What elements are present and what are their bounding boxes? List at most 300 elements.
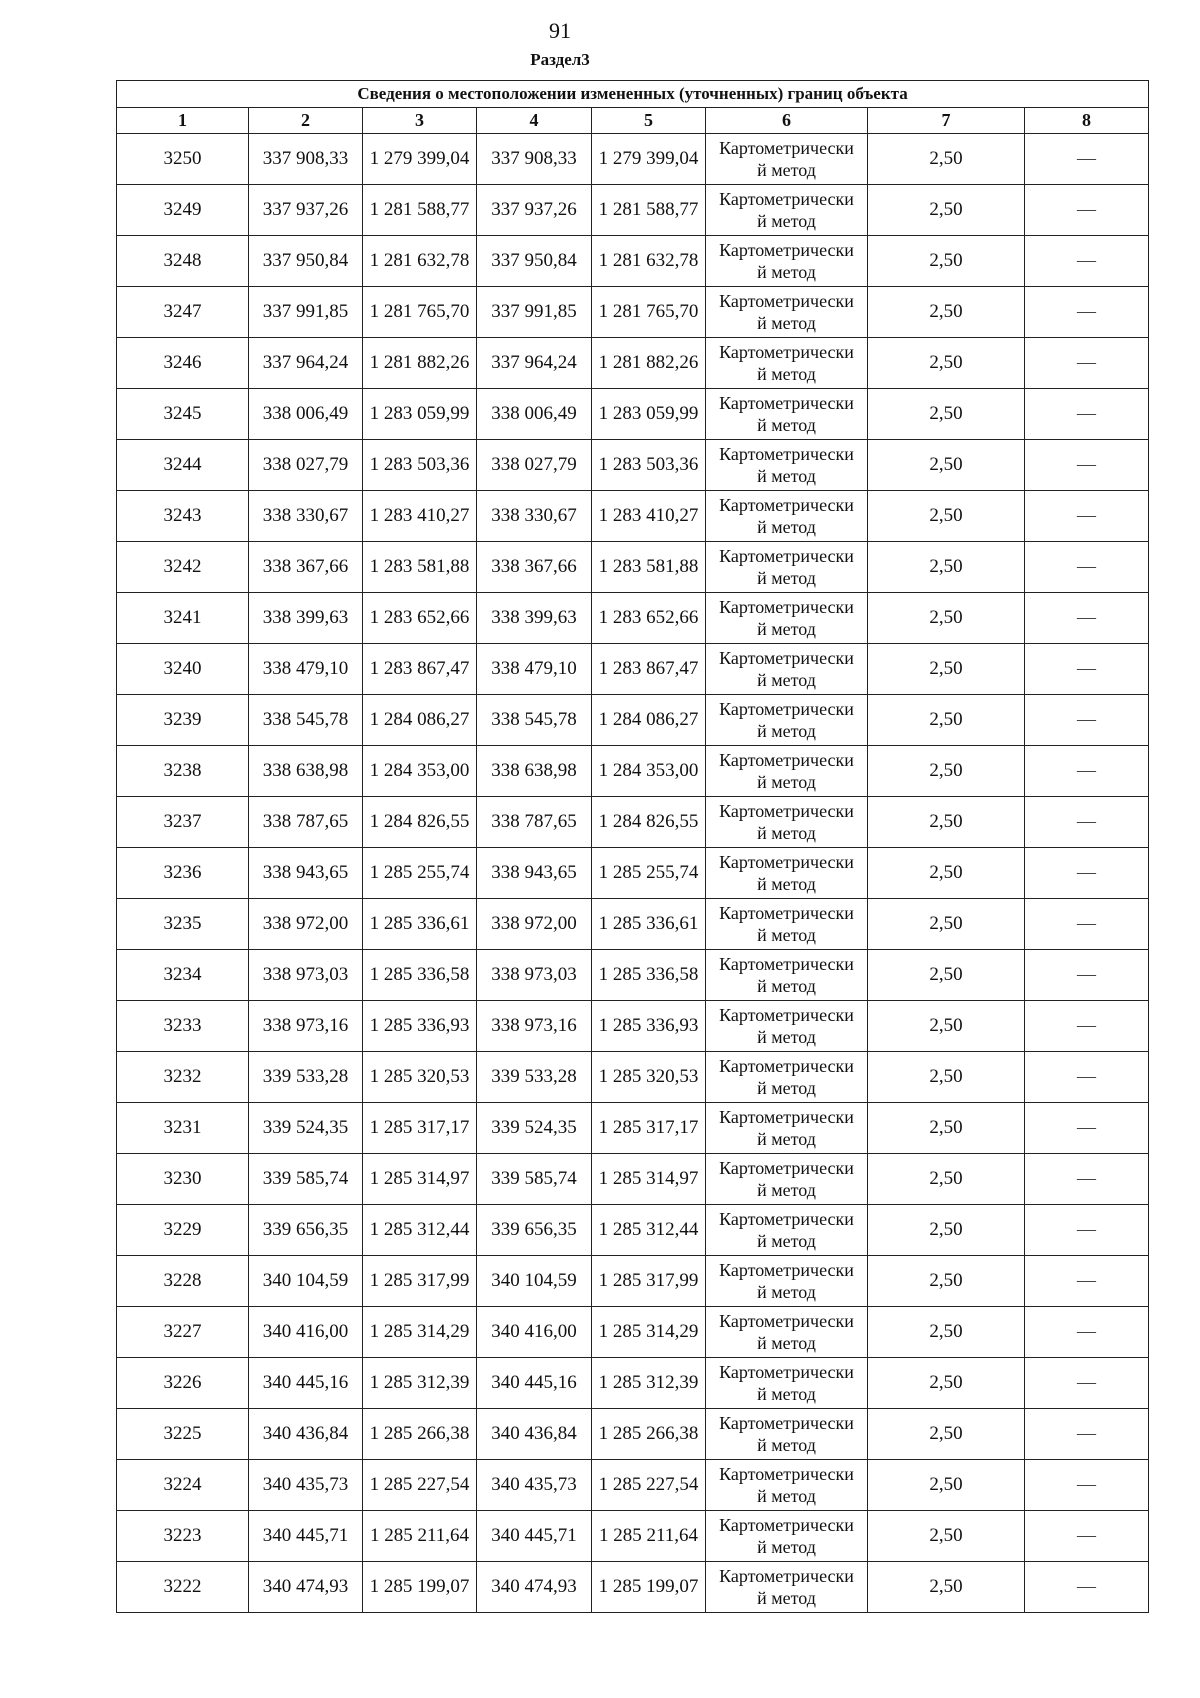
page-number: 91: [549, 18, 571, 43]
y-new-cell: 1 285 211,64: [592, 1511, 706, 1562]
x-old-cell: 338 973,16: [249, 1001, 363, 1052]
x-new-cell: 338 330,67: [477, 491, 592, 542]
y-new-cell: 1 285 336,93: [592, 1001, 706, 1052]
table-row: [117, 1562, 1149, 1613]
y-old-cell: 1 285 320,53: [363, 1052, 477, 1103]
table-caption: Сведения о местоположении измененных (уточненных) границ объекта: [117, 81, 1149, 108]
point-number-cell: 3236: [117, 848, 249, 899]
table-row: [117, 1358, 1149, 1409]
table-row: [117, 287, 1149, 338]
y-new-cell: 1 283 581,88: [592, 542, 706, 593]
point-number-cell: 3223: [117, 1511, 249, 1562]
table-row: [117, 1001, 1149, 1052]
y-old-cell: 1 284 353,00: [363, 746, 477, 797]
description-cell: —: [1025, 1052, 1149, 1103]
point-number-cell: 3247: [117, 287, 249, 338]
table-row: [117, 185, 1149, 236]
column-number: 1: [117, 108, 249, 134]
table-row: [117, 1409, 1149, 1460]
x-old-cell: 338 479,10: [249, 644, 363, 695]
method-cell: [706, 1001, 868, 1052]
table-row: [117, 1154, 1149, 1205]
y-old-cell: 1 284 086,27: [363, 695, 477, 746]
x-old-cell: 338 943,65: [249, 848, 363, 899]
x-old-cell: 340 474,93: [249, 1562, 363, 1613]
description-cell: —: [1025, 287, 1149, 338]
table-row: [117, 695, 1149, 746]
y-old-cell: 1 285 314,97: [363, 1154, 477, 1205]
description-cell: —: [1025, 236, 1149, 287]
accuracy-cell: 2,50: [868, 134, 1025, 185]
method-line-2: й метод: [757, 364, 816, 384]
x-old-cell: 337 991,85: [249, 287, 363, 338]
point-number-cell: 3239: [117, 695, 249, 746]
accuracy-cell: 2,50: [868, 1358, 1025, 1409]
method-line-1: Картометрически: [719, 138, 854, 158]
method-line-1: Картометрически: [719, 1107, 854, 1127]
x-new-cell: 337 908,33: [477, 134, 592, 185]
x-old-cell: 337 937,26: [249, 185, 363, 236]
y-old-cell: 1 283 867,47: [363, 644, 477, 695]
y-old-cell: 1 285 312,44: [363, 1205, 477, 1256]
x-old-cell: 338 787,65: [249, 797, 363, 848]
table-row: [117, 899, 1149, 950]
method-cell: [706, 1154, 868, 1205]
y-new-cell: 1 285 336,58: [592, 950, 706, 1001]
accuracy-cell: 2,50: [868, 1205, 1025, 1256]
accuracy-cell: 2,50: [868, 338, 1025, 389]
method-line-2: й метод: [757, 1180, 816, 1200]
method-line-1: Картометрически: [719, 291, 854, 311]
point-number-cell: 3222: [117, 1562, 249, 1613]
method-cell: [706, 1256, 868, 1307]
y-new-cell: 1 284 086,27: [592, 695, 706, 746]
description-cell: —: [1025, 746, 1149, 797]
accuracy-cell: 2,50: [868, 1307, 1025, 1358]
table-row: [117, 1511, 1149, 1562]
method-line-2: й метод: [757, 619, 816, 639]
method-line-2: й метод: [757, 466, 816, 486]
x-old-cell: 340 104,59: [249, 1256, 363, 1307]
y-old-cell: 1 285 211,64: [363, 1511, 477, 1562]
description-cell: —: [1025, 1358, 1149, 1409]
accuracy-cell: 2,50: [868, 593, 1025, 644]
accuracy-cell: 2,50: [868, 389, 1025, 440]
method-cell: [706, 695, 868, 746]
y-old-cell: 1 285 227,54: [363, 1460, 477, 1511]
x-new-cell: 338 367,66: [477, 542, 592, 593]
method-line-1: Картометрически: [719, 1515, 854, 1535]
y-old-cell: 1 285 199,07: [363, 1562, 477, 1613]
method-cell: [706, 236, 868, 287]
accuracy-cell: 2,50: [868, 1052, 1025, 1103]
table-row: [117, 797, 1149, 848]
x-old-cell: 339 524,35: [249, 1103, 363, 1154]
table-row: [117, 236, 1149, 287]
x-new-cell: 338 973,03: [477, 950, 592, 1001]
x-old-cell: 338 972,00: [249, 899, 363, 950]
method-cell: [706, 491, 868, 542]
accuracy-cell: 2,50: [868, 695, 1025, 746]
x-new-cell: 340 435,73: [477, 1460, 592, 1511]
point-number-cell: 3235: [117, 899, 249, 950]
y-new-cell: 1 281 765,70: [592, 287, 706, 338]
x-new-cell: 339 533,28: [477, 1052, 592, 1103]
accuracy-cell: 2,50: [868, 1460, 1025, 1511]
method-line-2: й метод: [757, 262, 816, 282]
method-line-2: й метод: [757, 772, 816, 792]
y-new-cell: 1 281 882,26: [592, 338, 706, 389]
x-old-cell: 338 399,63: [249, 593, 363, 644]
method-line-2: й метод: [757, 721, 816, 741]
x-new-cell: 340 474,93: [477, 1562, 592, 1613]
method-cell: [706, 1511, 868, 1562]
x-new-cell: 338 787,65: [477, 797, 592, 848]
y-old-cell: 1 283 503,36: [363, 440, 477, 491]
accuracy-cell: 2,50: [868, 1154, 1025, 1205]
accuracy-cell: 2,50: [868, 797, 1025, 848]
x-old-cell: 340 436,84: [249, 1409, 363, 1460]
accuracy-cell: 2,50: [868, 1256, 1025, 1307]
x-new-cell: 337 991,85: [477, 287, 592, 338]
method-line-2: й метод: [757, 1078, 816, 1098]
x-old-cell: 338 006,49: [249, 389, 363, 440]
description-cell: —: [1025, 1205, 1149, 1256]
method-cell: [706, 746, 868, 797]
description-cell: —: [1025, 1409, 1149, 1460]
description-cell: —: [1025, 593, 1149, 644]
point-number-cell: 3244: [117, 440, 249, 491]
method-line-1: Картометрически: [719, 1311, 854, 1331]
accuracy-cell: 2,50: [868, 1001, 1025, 1052]
y-old-cell: 1 283 410,27: [363, 491, 477, 542]
method-line-2: й метод: [757, 670, 816, 690]
accuracy-cell: 2,50: [868, 440, 1025, 491]
method-line-2: й метод: [757, 313, 816, 333]
y-new-cell: 1 281 632,78: [592, 236, 706, 287]
method-line-2: й метод: [757, 1486, 816, 1506]
x-new-cell: 339 585,74: [477, 1154, 592, 1205]
method-cell: [706, 1052, 868, 1103]
description-cell: —: [1025, 950, 1149, 1001]
method-cell: [706, 1460, 868, 1511]
x-new-cell: 338 006,49: [477, 389, 592, 440]
x-old-cell: 338 545,78: [249, 695, 363, 746]
point-number-cell: 3248: [117, 236, 249, 287]
description-cell: —: [1025, 644, 1149, 695]
point-number-cell: 3250: [117, 134, 249, 185]
accuracy-cell: 2,50: [868, 542, 1025, 593]
y-old-cell: 1 285 336,58: [363, 950, 477, 1001]
method-line-2: й метод: [757, 211, 816, 231]
y-new-cell: 1 284 826,55: [592, 797, 706, 848]
method-cell: [706, 644, 868, 695]
boundary-table: [116, 80, 1149, 1613]
point-number-cell: 3249: [117, 185, 249, 236]
method-cell: [706, 134, 868, 185]
method-cell: [706, 389, 868, 440]
x-old-cell: 337 908,33: [249, 134, 363, 185]
accuracy-cell: 2,50: [868, 185, 1025, 236]
x-new-cell: 338 399,63: [477, 593, 592, 644]
column-number: 4: [477, 108, 592, 134]
description-cell: —: [1025, 899, 1149, 950]
x-old-cell: 338 638,98: [249, 746, 363, 797]
description-cell: —: [1025, 389, 1149, 440]
table-row: [117, 746, 1149, 797]
table-row: [117, 491, 1149, 542]
x-old-cell: 337 964,24: [249, 338, 363, 389]
description-cell: —: [1025, 185, 1149, 236]
x-old-cell: 340 416,00: [249, 1307, 363, 1358]
method-cell: [706, 1562, 868, 1613]
description-cell: —: [1025, 1154, 1149, 1205]
method-line-1: Картометрически: [719, 1056, 854, 1076]
method-cell: [706, 1205, 868, 1256]
x-old-cell: 340 445,16: [249, 1358, 363, 1409]
y-new-cell: 1 285 317,17: [592, 1103, 706, 1154]
y-old-cell: 1 285 266,38: [363, 1409, 477, 1460]
accuracy-cell: 2,50: [868, 1511, 1025, 1562]
point-number-cell: 3241: [117, 593, 249, 644]
accuracy-cell: 2,50: [868, 236, 1025, 287]
method-line-1: Картометрически: [719, 852, 854, 872]
table-row: [117, 1256, 1149, 1307]
accuracy-cell: 2,50: [868, 1409, 1025, 1460]
x-new-cell: 340 416,00: [477, 1307, 592, 1358]
method-line-2: й метод: [757, 823, 816, 843]
method-line-2: й метод: [757, 1333, 816, 1353]
table-row: [117, 338, 1149, 389]
x-old-cell: 339 656,35: [249, 1205, 363, 1256]
section-title: Раздел3: [530, 50, 590, 69]
x-old-cell: 340 445,71: [249, 1511, 363, 1562]
table-row: [117, 134, 1149, 185]
x-old-cell: 338 367,66: [249, 542, 363, 593]
y-new-cell: 1 285 312,44: [592, 1205, 706, 1256]
accuracy-cell: 2,50: [868, 1103, 1025, 1154]
table-row: [117, 593, 1149, 644]
description-cell: —: [1025, 797, 1149, 848]
table-row: [117, 1205, 1149, 1256]
method-line-2: й метод: [757, 874, 816, 894]
point-number-cell: 3246: [117, 338, 249, 389]
y-new-cell: 1 283 410,27: [592, 491, 706, 542]
table-row: [117, 1460, 1149, 1511]
description-cell: —: [1025, 1307, 1149, 1358]
column-number: 5: [592, 108, 706, 134]
accuracy-cell: 2,50: [868, 287, 1025, 338]
method-cell: [706, 440, 868, 491]
table-row: [117, 1052, 1149, 1103]
x-new-cell: 338 027,79: [477, 440, 592, 491]
x-old-cell: 339 533,28: [249, 1052, 363, 1103]
x-new-cell: 340 436,84: [477, 1409, 592, 1460]
point-number-cell: 3232: [117, 1052, 249, 1103]
y-old-cell: 1 284 826,55: [363, 797, 477, 848]
accuracy-cell: 2,50: [868, 1562, 1025, 1613]
point-number-cell: 3226: [117, 1358, 249, 1409]
table-row: [117, 1307, 1149, 1358]
method-line-1: Картометрически: [719, 1362, 854, 1382]
description-cell: —: [1025, 848, 1149, 899]
y-old-cell: 1 285 317,17: [363, 1103, 477, 1154]
x-new-cell: 338 973,16: [477, 1001, 592, 1052]
point-number-cell: 3224: [117, 1460, 249, 1511]
method-cell: [706, 848, 868, 899]
method-line-2: й метод: [757, 160, 816, 180]
method-line-2: й метод: [757, 1129, 816, 1149]
description-cell: —: [1025, 491, 1149, 542]
y-old-cell: 1 283 581,88: [363, 542, 477, 593]
method-line-2: й метод: [757, 976, 816, 996]
method-cell: [706, 338, 868, 389]
accuracy-cell: 2,50: [868, 950, 1025, 1001]
method-line-2: й метод: [757, 1384, 816, 1404]
method-line-1: Картометрически: [719, 1209, 854, 1229]
method-line-2: й метод: [757, 925, 816, 945]
method-line-1: Картометрически: [719, 1566, 854, 1586]
column-number: 7: [868, 108, 1025, 134]
y-old-cell: 1 285 314,29: [363, 1307, 477, 1358]
y-new-cell: 1 283 867,47: [592, 644, 706, 695]
description-cell: —: [1025, 1460, 1149, 1511]
y-new-cell: 1 285 266,38: [592, 1409, 706, 1460]
point-number-cell: 3225: [117, 1409, 249, 1460]
method-cell: [706, 950, 868, 1001]
method-line-1: Картометрически: [719, 954, 854, 974]
y-new-cell: 1 285 312,39: [592, 1358, 706, 1409]
method-line-2: й метод: [757, 1282, 816, 1302]
method-cell: [706, 593, 868, 644]
method-cell: [706, 287, 868, 338]
method-line-1: Картометрически: [719, 342, 854, 362]
method-cell: [706, 1409, 868, 1460]
y-old-cell: 1 285 336,93: [363, 1001, 477, 1052]
x-new-cell: 338 638,98: [477, 746, 592, 797]
description-cell: —: [1025, 1562, 1149, 1613]
point-number-cell: 3243: [117, 491, 249, 542]
point-number-cell: 3245: [117, 389, 249, 440]
method-line-1: Картометрически: [719, 903, 854, 923]
method-cell: [706, 185, 868, 236]
x-new-cell: 337 950,84: [477, 236, 592, 287]
y-old-cell: 1 285 255,74: [363, 848, 477, 899]
x-old-cell: 338 973,03: [249, 950, 363, 1001]
method-line-2: й метод: [757, 1537, 816, 1557]
column-number-row: [117, 108, 1149, 134]
method-line-1: Картометрически: [719, 1464, 854, 1484]
table-row: [117, 542, 1149, 593]
method-line-1: Картометрически: [719, 189, 854, 209]
method-line-1: Картометрически: [719, 648, 854, 668]
method-line-1: Картометрически: [719, 393, 854, 413]
method-cell: [706, 1358, 868, 1409]
method-line-1: Картометрически: [719, 801, 854, 821]
accuracy-cell: 2,50: [868, 644, 1025, 695]
y-old-cell: 1 283 652,66: [363, 593, 477, 644]
column-number: 3: [363, 108, 477, 134]
x-new-cell: 338 943,65: [477, 848, 592, 899]
method-line-1: Картометрически: [719, 1158, 854, 1178]
method-line-1: Картометрически: [719, 1260, 854, 1280]
description-cell: —: [1025, 1511, 1149, 1562]
y-old-cell: 1 285 336,61: [363, 899, 477, 950]
accuracy-cell: 2,50: [868, 746, 1025, 797]
point-number-cell: 3233: [117, 1001, 249, 1052]
y-new-cell: 1 285 314,29: [592, 1307, 706, 1358]
column-number: 2: [249, 108, 363, 134]
x-new-cell: 340 445,16: [477, 1358, 592, 1409]
y-new-cell: 1 283 503,36: [592, 440, 706, 491]
accuracy-cell: 2,50: [868, 848, 1025, 899]
method-line-1: Картометрически: [719, 444, 854, 464]
table-body: [117, 134, 1149, 1613]
method-line-1: Картометрически: [719, 597, 854, 617]
description-cell: —: [1025, 134, 1149, 185]
description-cell: —: [1025, 440, 1149, 491]
y-new-cell: 1 285 336,61: [592, 899, 706, 950]
column-number: 6: [706, 108, 868, 134]
x-old-cell: 340 435,73: [249, 1460, 363, 1511]
table-row: [117, 950, 1149, 1001]
point-number-cell: 3240: [117, 644, 249, 695]
x-old-cell: 338 027,79: [249, 440, 363, 491]
method-cell: [706, 542, 868, 593]
description-cell: —: [1025, 338, 1149, 389]
point-number-cell: 3242: [117, 542, 249, 593]
method-line-2: й метод: [757, 1027, 816, 1047]
method-line-1: Картометрически: [719, 1005, 854, 1025]
column-number: 8: [1025, 108, 1149, 134]
point-number-cell: 3237: [117, 797, 249, 848]
method-line-2: й метод: [757, 1435, 816, 1455]
method-line-1: Картометрически: [719, 546, 854, 566]
y-old-cell: 1 285 317,99: [363, 1256, 477, 1307]
y-old-cell: 1 279 399,04: [363, 134, 477, 185]
x-new-cell: 339 656,35: [477, 1205, 592, 1256]
point-number-cell: 3230: [117, 1154, 249, 1205]
point-number-cell: 3234: [117, 950, 249, 1001]
method-cell: [706, 1307, 868, 1358]
y-new-cell: 1 281 588,77: [592, 185, 706, 236]
y-new-cell: 1 283 652,66: [592, 593, 706, 644]
y-new-cell: 1 284 353,00: [592, 746, 706, 797]
y-new-cell: 1 285 317,99: [592, 1256, 706, 1307]
description-cell: —: [1025, 1103, 1149, 1154]
y-old-cell: 1 281 882,26: [363, 338, 477, 389]
point-number-cell: 3228: [117, 1256, 249, 1307]
method-line-2: й метод: [757, 568, 816, 588]
method-line-1: Картометрически: [719, 495, 854, 515]
method-line-1: Картометрически: [719, 240, 854, 260]
table-row: [117, 1103, 1149, 1154]
x-old-cell: 339 585,74: [249, 1154, 363, 1205]
y-new-cell: 1 285 314,97: [592, 1154, 706, 1205]
x-new-cell: 340 104,59: [477, 1256, 592, 1307]
description-cell: —: [1025, 542, 1149, 593]
table-row: [117, 440, 1149, 491]
method-line-2: й метод: [757, 1231, 816, 1251]
x-old-cell: 338 330,67: [249, 491, 363, 542]
description-cell: —: [1025, 1001, 1149, 1052]
y-old-cell: 1 281 588,77: [363, 185, 477, 236]
description-cell: —: [1025, 1256, 1149, 1307]
method-line-2: й метод: [757, 1588, 816, 1608]
y-old-cell: 1 281 632,78: [363, 236, 477, 287]
point-number-cell: 3227: [117, 1307, 249, 1358]
point-number-cell: 3238: [117, 746, 249, 797]
